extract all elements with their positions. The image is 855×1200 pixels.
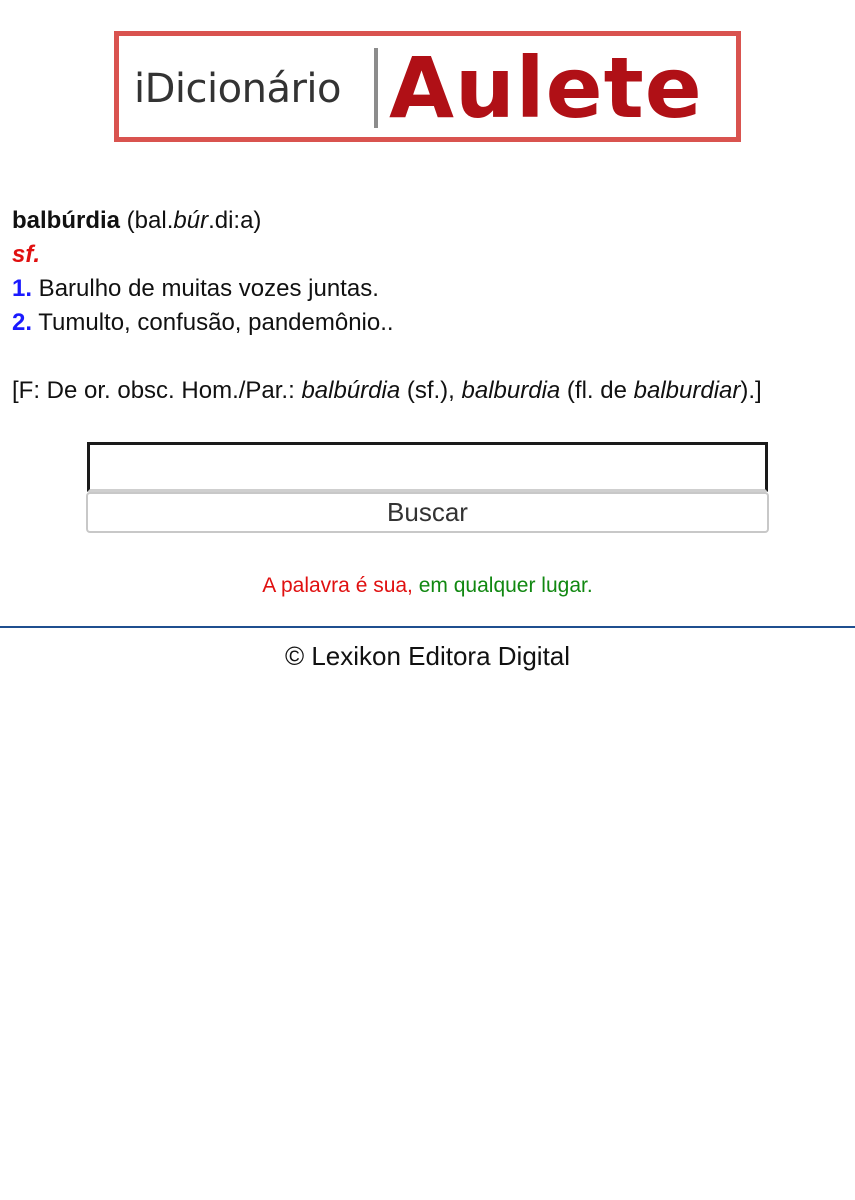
- etym-word: balbúrdia: [301, 377, 401, 404]
- sense-text: Tumulto, confusão, pandemônio..: [32, 309, 394, 336]
- tagline: [0, 572, 855, 600]
- logo-divider: [374, 48, 378, 128]
- tagline-red: A palavra é sua,: [262, 574, 419, 597]
- sense-item: [12, 272, 847, 306]
- part-of-speech: [12, 238, 847, 272]
- etym-text: (fl. de: [560, 377, 634, 404]
- syllabification-open: (bal.: [120, 207, 174, 234]
- sense-text: Barulho de muitas vozes juntas.: [32, 275, 379, 302]
- entry-heading: [12, 204, 847, 238]
- logo-text-idicionario: iDicionário: [134, 66, 341, 112]
- syllabification-close: .di:a): [208, 207, 262, 234]
- sense-number: 2.: [12, 309, 33, 336]
- copyright-text: © Lexikon Editora Digital: [284, 641, 571, 671]
- etym-word: balburdia: [461, 377, 561, 404]
- etym-text: [F: De or. obsc. Hom./Par.:: [12, 377, 302, 404]
- sense-item: [12, 306, 847, 340]
- headword: balbúrdia: [12, 207, 121, 234]
- spacer: [12, 340, 847, 374]
- logo-text-aulete: Aulete: [389, 39, 703, 137]
- pos-label: sf.: [12, 241, 41, 268]
- search-input[interactable]: [87, 442, 768, 492]
- sense-number: 1.: [12, 275, 33, 302]
- search-button[interactable]: Buscar: [86, 492, 769, 533]
- footer-divider: [0, 626, 855, 628]
- syllabification-stress: búr: [173, 207, 209, 234]
- etym-word: balburdiar: [633, 377, 741, 404]
- tagline-green: em qualquer lugar.: [418, 574, 593, 597]
- dictionary-entry: [12, 204, 847, 408]
- etymology: [12, 374, 847, 408]
- site-logo[interactable]: [114, 31, 741, 142]
- etym-text: ).]: [740, 377, 762, 404]
- etym-text: (sf.),: [400, 377, 462, 404]
